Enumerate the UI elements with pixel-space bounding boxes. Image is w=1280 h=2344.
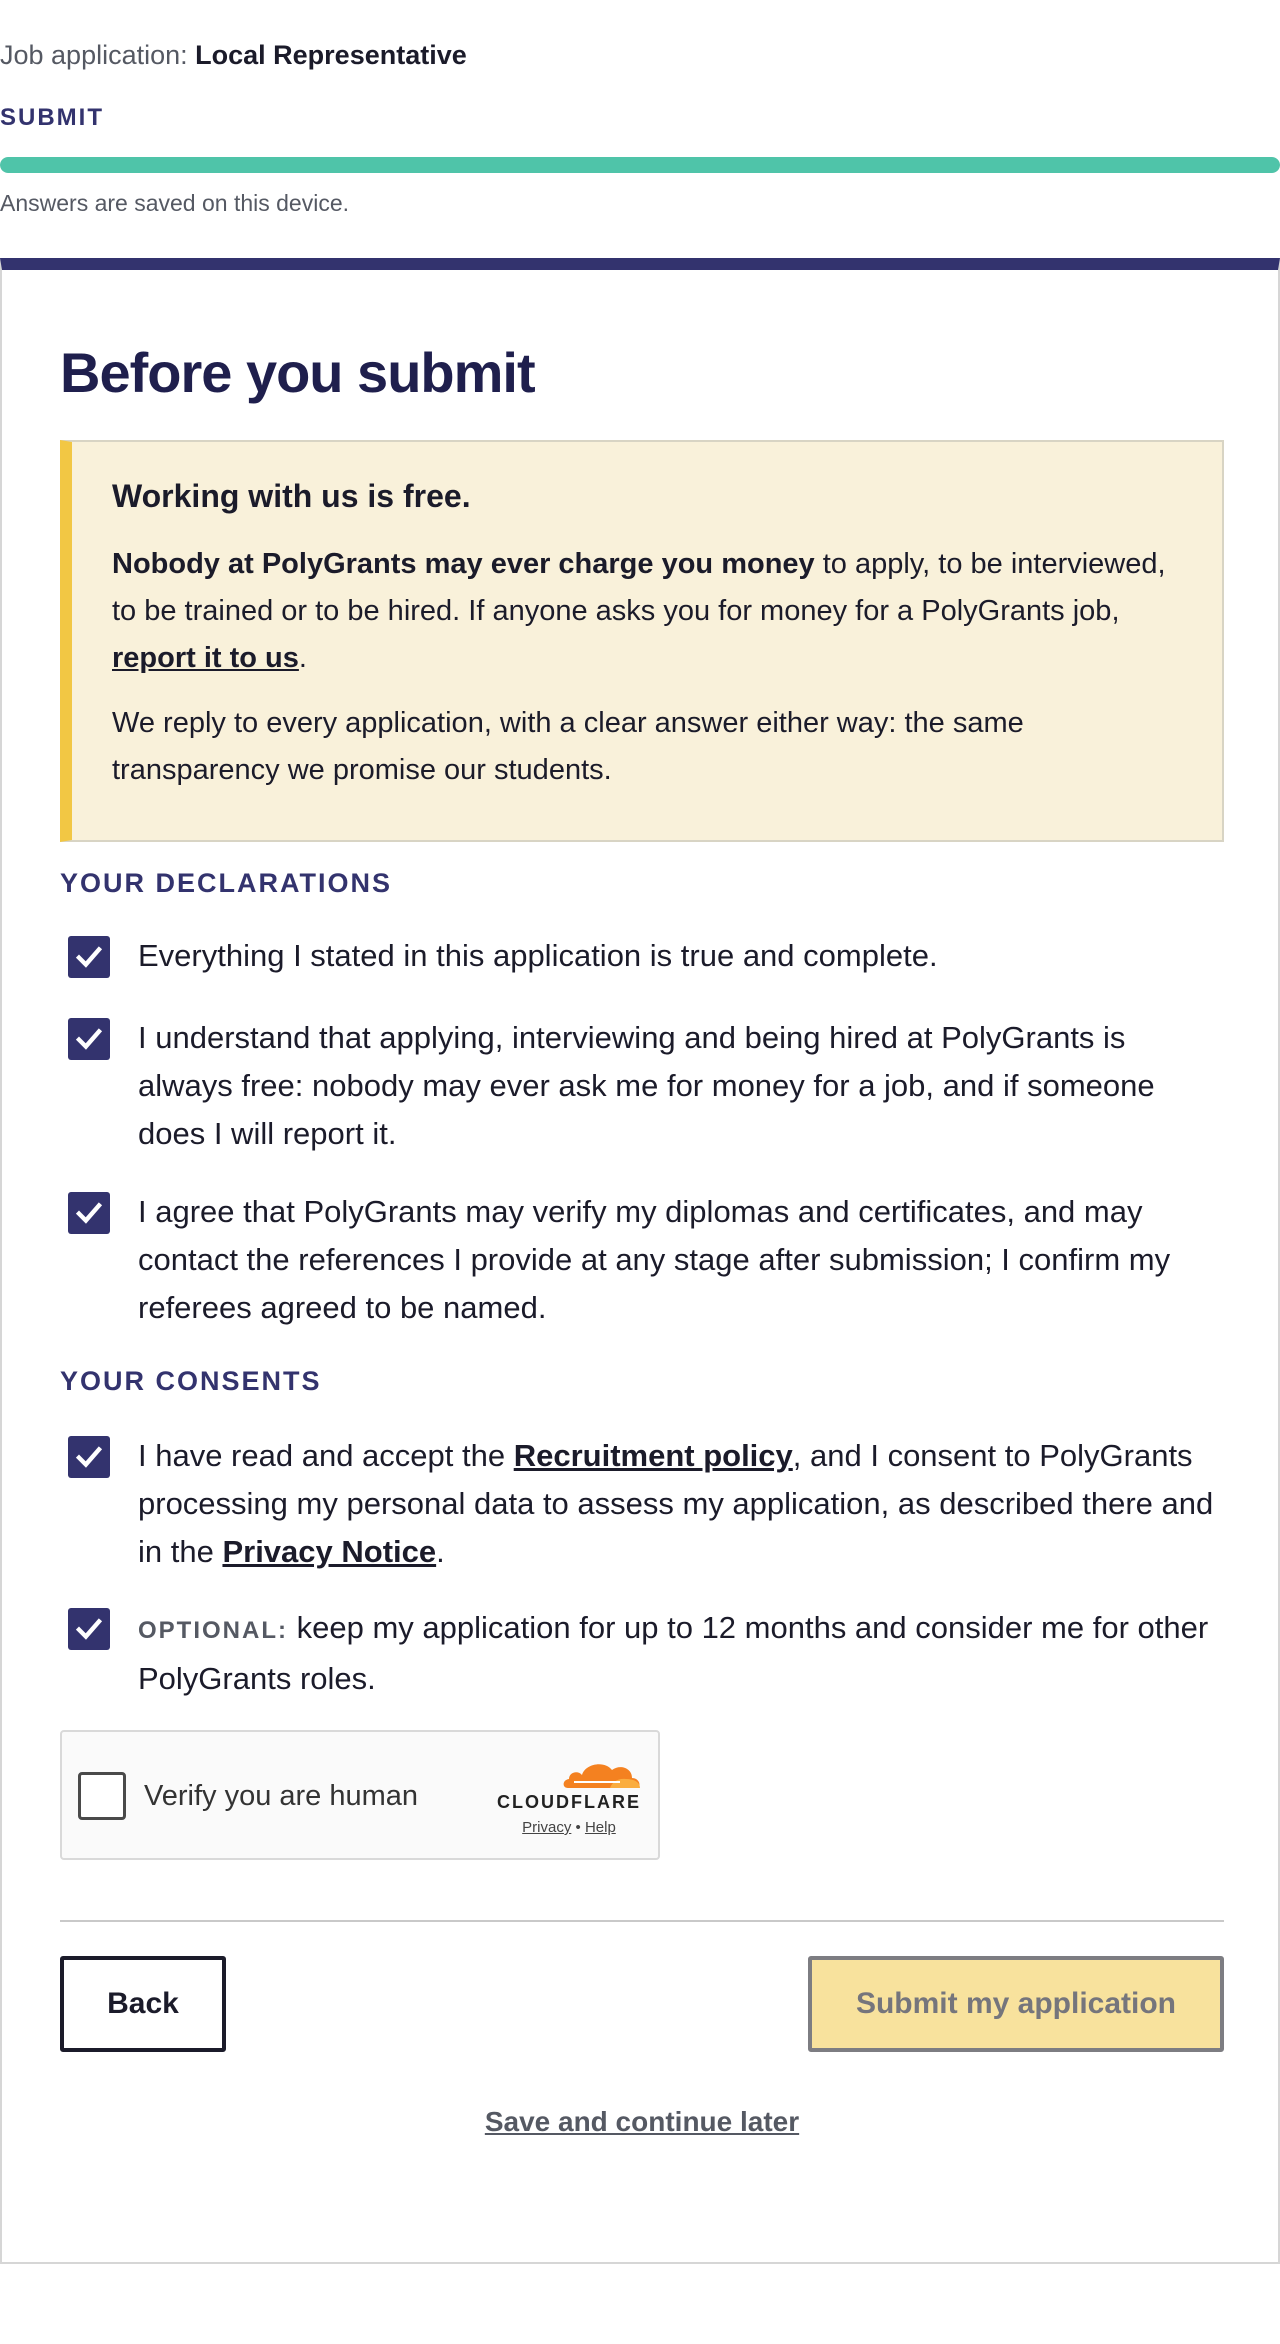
declaration-checkbox[interactable] — [68, 1192, 110, 1234]
submit-application-button[interactable]: Submit my application — [808, 1956, 1224, 2052]
captcha-link-separator: • — [571, 1819, 585, 1836]
declaration-text: I understand that applying, interviewing and being hired at PolyGrants is always free: nobody may ever ask me for money for a job, and if someone does I will report it. — [138, 1020, 1155, 1151]
captcha-links — [494, 1819, 644, 1836]
application-title — [0, 40, 467, 71]
notice-text: to apply, to be interviewed, to be trained or to be hired. If anyone asks you for money for a PolyGrants job, — [112, 548, 1166, 627]
report-link[interactable]: report it to us — [112, 642, 299, 674]
save-continue-later-link[interactable]: Save and continue later — [484, 2106, 800, 2137]
consent-checkbox[interactable] — [68, 1436, 110, 1478]
consent-text-pre: I have read and accept the — [138, 1438, 514, 1473]
consent-item — [60, 1432, 1220, 1576]
optional-consent-text — [138, 1604, 1218, 1703]
declaration-item — [60, 1188, 1220, 1332]
privacy-notice-link[interactable]: Privacy Notice — [222, 1534, 437, 1569]
consents-heading: YOUR CONSENTS — [60, 1366, 322, 1396]
consent-text-mid: , and I consent to PolyGrants processing my personal data to assess my application, as described there and in the — [138, 1438, 1214, 1569]
page-title: Before you submit — [60, 341, 535, 404]
progress-bar-fill — [0, 157, 1280, 173]
declaration-checkbox[interactable] — [68, 1018, 110, 1060]
declaration-item — [60, 932, 1220, 980]
captcha-checkbox[interactable] — [78, 1772, 126, 1820]
application-title-prefix: Job application: — [0, 40, 196, 70]
declaration-item — [60, 1014, 1220, 1158]
cloudflare-brand: CLOUDFLARE — [497, 1792, 641, 1812]
captcha-privacy-link[interactable]: Privacy — [522, 1819, 572, 1836]
submit-card — [0, 258, 1280, 2264]
step-label: SUBMIT — [0, 104, 104, 131]
notice-title: Working with us is free. — [112, 478, 471, 514]
notice-paragraph-1 — [112, 541, 1174, 682]
recruitment-policy-link[interactable]: Recruitment policy — [513, 1438, 793, 1473]
captcha-label: Verify you are human — [144, 1780, 419, 1812]
cloud-icon — [560, 1754, 644, 1792]
checkmark-icon — [74, 1198, 104, 1228]
optional-consent-body: keep my application for up to 12 months and consider me for other PolyGrants roles. — [138, 1610, 1209, 1696]
checkmark-icon — [74, 1024, 104, 1054]
declaration-text: Everything I stated in this application is true and complete. — [138, 938, 938, 973]
checkmark-icon — [74, 1614, 104, 1644]
progress-bar — [0, 157, 1280, 173]
cloudflare-logo — [494, 1754, 644, 1844]
declaration-text: I agree that PolyGrants may verify my diplomas and certificates, and may contact the references I provide at any stage after submission; I confirm my referees agreed to be named. — [138, 1194, 1171, 1325]
notice-bold-text: Nobody at PolyGrants may ever charge you money — [112, 548, 815, 580]
checkmark-icon — [74, 942, 104, 972]
divider — [60, 1920, 1224, 1922]
consent-item — [60, 1604, 1220, 1703]
consent-text — [138, 1432, 1218, 1576]
free-notice — [60, 440, 1224, 842]
consent-text-end: . — [436, 1534, 445, 1569]
notice-paragraph-2: We reply to every application, with a clear answer either way: the same transparency we promise our students. — [112, 707, 1024, 786]
declarations-heading: YOUR DECLARATIONS — [60, 868, 393, 898]
declaration-checkbox[interactable] — [68, 936, 110, 978]
optional-consent-checkbox[interactable] — [68, 1608, 110, 1650]
notice-end: . — [298, 642, 307, 674]
checkmark-icon — [74, 1442, 104, 1472]
captcha-widget — [60, 1730, 660, 1860]
captcha-help-link[interactable]: Help — [584, 1819, 616, 1836]
optional-tag: OPTIONAL: — [138, 1617, 288, 1644]
back-button[interactable]: Back — [60, 1956, 226, 2052]
job-title: Local Representative — [195, 40, 467, 70]
saved-note: Answers are saved on this device. — [0, 190, 350, 216]
